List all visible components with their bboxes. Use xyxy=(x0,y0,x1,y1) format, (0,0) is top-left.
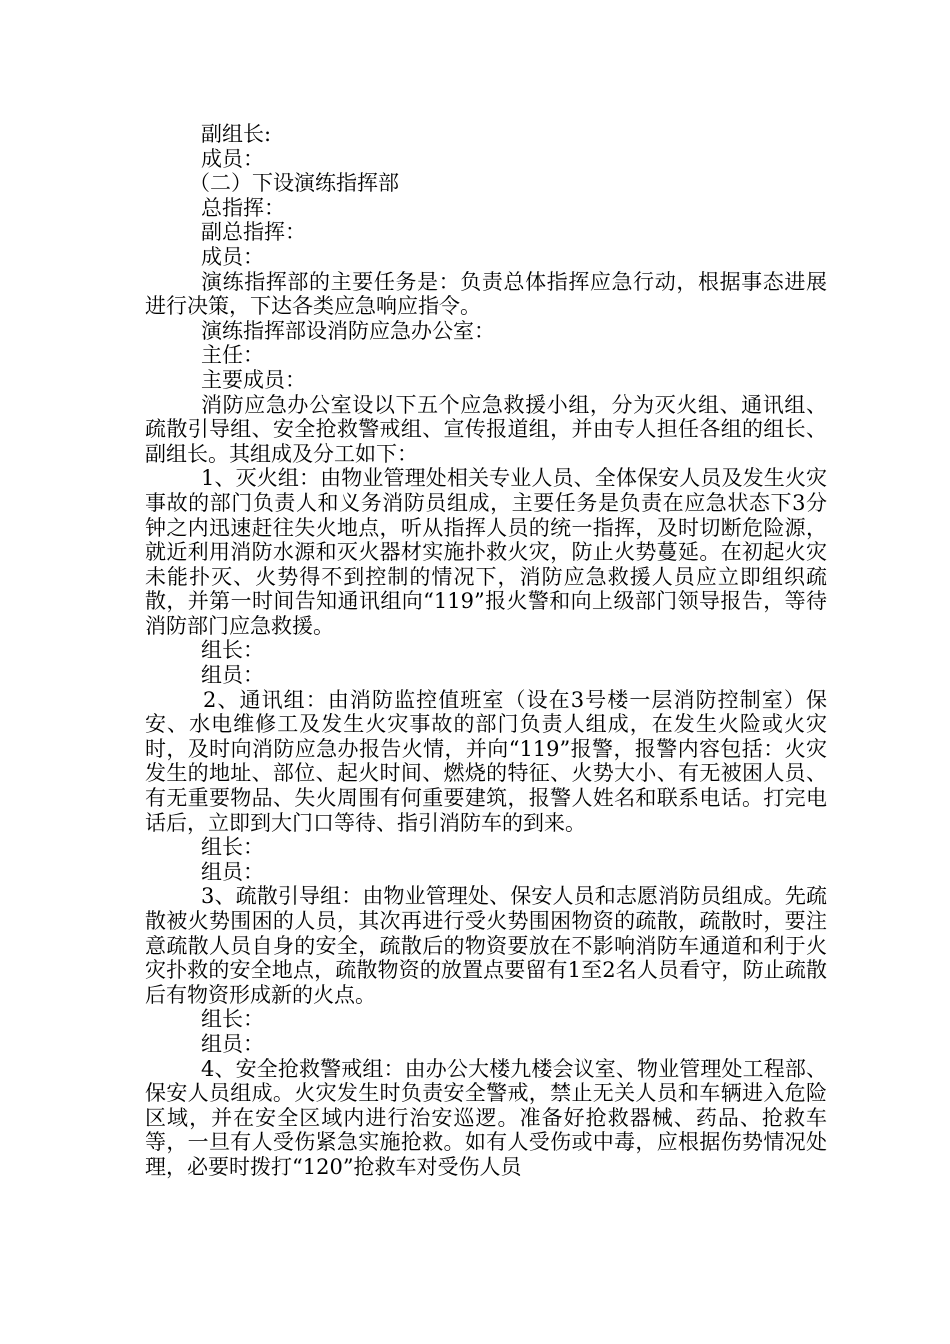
paragraph-fire-office: 演练指挥部设消防应急办公室： xyxy=(201,318,495,343)
paragraph-director: 主任： xyxy=(201,343,264,368)
paragraph-security-rescue-group: 4、安全抢救警戒组：由办公大楼九楼会议室、物业管理处工程部、保安人员组成。火灾发生时负责安全警戒，禁止无关人员和车辆进入危险区域，并在安全区域内进行治安巡逻。准备好抢救器械、药品、抢救车等，一旦有人受伤紧急实施抢救。如有人受伤或中毒，应根据伤势情况处理，必要时拨打“120”抢救车对受伤人员 xyxy=(145,1056,827,1179)
paragraph-group-members: 组员： xyxy=(201,1031,264,1056)
paragraph-commander-in-chief: 总指挥： xyxy=(201,195,285,220)
paragraph-group-leader: 组长： xyxy=(201,835,264,860)
paragraph-evacuation-group: 3、疏散引导组：由物业管理处、保安人员和志愿消防员组成。先疏散被火势围困的人员，其次再进行受火势围困物资的疏散，疏散时，要注意疏散人员自身的安全，疏散后的物资要放在不影响消防车通道和利于火灾扑救的安全地点，疏散物资的放置点要留有1至2名人员看守，防止疏散后有物资形成新的火点。 xyxy=(145,884,827,1007)
paragraph-communication-group: 2、通讯组：由消防监控值班室（设在3号楼一层消防控制室）保安、水电维修工及发生火灾事故的部门负责人组成，在发生火险或火灾时，及时向消防应急办报告火情，并向“119”报警，报警内容包括：火灾发生的地址、部位、起火时间、燃烧的特征、火势大小、有无被困人员、有无重要物品、失火周围有何重要建筑，报警人姓名和联系电话。打完电话后，立即到大门口等待、指引消防车的到来。 xyxy=(145,687,827,835)
paragraph-main-members: 主要成员： xyxy=(201,367,306,392)
paragraph-members: 成员： xyxy=(201,146,264,171)
paragraph-rescue-groups: 消防应急办公室设以下五个应急救援小组，分为灭火组、通讯组、疏散引导组、安全抢救警戒组、宣传报道组，并由专人担任各组的组长、副组长。其组成及分工如下： xyxy=(145,392,827,466)
paragraph-firefighting-group: 1、灭火组：由物业管理处相关专业人员、全体保安人员及发生火灾事故的部门负责人和义务消防员组成，主要任务是负责在应急状态下3分钟之内迅速赶往失火地点，听从指挥人员的统一指挥，及时切断危险源，就近利用消防水源和灭火器材实施扑救火灾，防止火势蔓延。在初起火灾未能扑灭、火势得不到控制的情况下，消防应急救援人员应立即组织疏散，并第一时间告知通讯组向“119”报火警和向上级部门领导报告，等待消防部门应急救援。 xyxy=(145,466,827,638)
paragraph-group-members: 组员： xyxy=(201,663,264,688)
paragraph-command-task: 演练指挥部的主要任务是：负责总体指挥应急行动，根据事态进展进行决策，下达各类应急响应指令。 xyxy=(145,269,827,319)
document-body xyxy=(145,122,827,1180)
paragraph-deputy-leader: 副组长: xyxy=(201,122,272,146)
paragraph-group-leader: 组长： xyxy=(201,638,264,663)
paragraph-deputy-commander: 副总指挥： xyxy=(201,220,306,245)
paragraph-group-members: 组员： xyxy=(201,859,264,884)
paragraph-command-members: 成员： xyxy=(201,244,264,269)
section-heading-drill-command: （二）下设演练指挥部 xyxy=(189,171,399,196)
paragraph-group-leader: 组长： xyxy=(201,1007,264,1032)
